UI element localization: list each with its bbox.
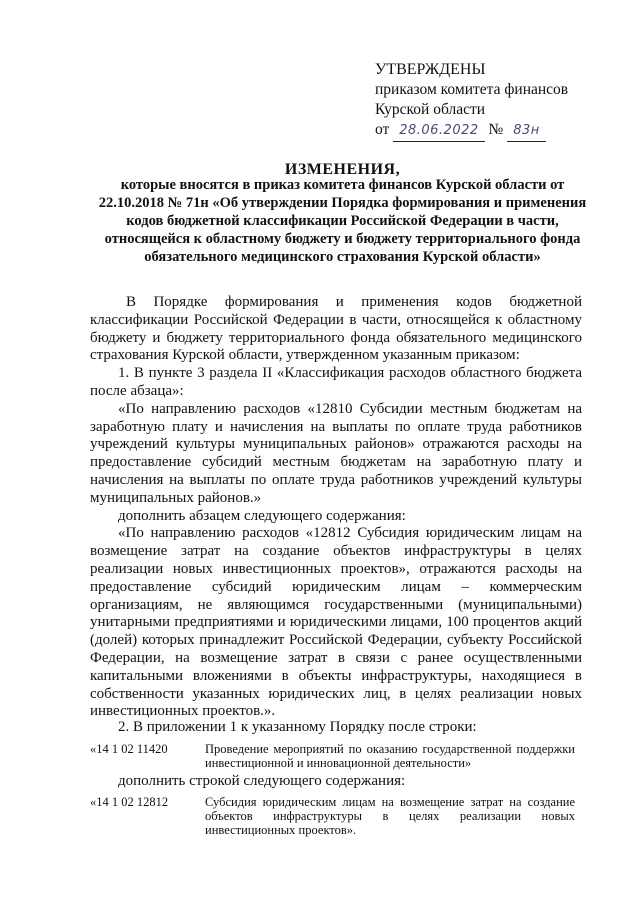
paragraph-item-2: 2. В приложении 1 к указанному Порядку после строки: <box>118 719 477 735</box>
handwritten-date: 28.06.2022 <box>393 121 484 142</box>
paragraph-item-1: 1. В пункте 3 раздела II «Классификация расходов областного бюджета после абзаца»: <box>90 365 582 399</box>
date-prefix: от <box>375 121 390 138</box>
paragraph-add-abzac: дополнить абзацем следующего содержания: <box>118 507 406 524</box>
row-text: Субсидия юридическим лицам на возмещение затрат на создание объектов инфраструктуры в целях реализации новых инвестиционных проектов». <box>205 795 575 837</box>
row-code: «14 1 02 11420 <box>90 742 168 756</box>
approval-heading: УТВЕРЖДЕНЫ <box>375 61 486 78</box>
paragraph-add-row: дополнить строкой следующего содержания: <box>118 773 406 789</box>
document-subtitle: которые вносятся в приказ комитета финансов Курской области от 22.10.2018 № 71н «Об утверждении Порядка формирования и применения кодов бюджетной классификации Российской Федерации в части, относящейся к областному бюджету и бюджету территориального фонда обязательного медицинского страхования Курской области» <box>98 177 587 265</box>
approval-block <box>375 60 568 142</box>
approval-date-line <box>375 120 568 142</box>
document-body <box>90 294 582 721</box>
handwritten-number: 83н <box>507 121 546 142</box>
paragraph-intro: В Порядке формирования и применения кодов бюджетной классификации Российской Федерации в части, относящейся к областному бюджету и бюджету территориального фонда обязательного медицинского страхования Курской области, утвержденном указанным приказом: <box>90 294 582 364</box>
number-prefix: № <box>488 121 504 138</box>
paragraph-item-2-wrap <box>90 719 582 737</box>
approval-line2: Курской области <box>375 101 486 118</box>
document-title: ИЗМЕНЕНИЯ, <box>284 161 401 178</box>
approval-line1: приказом комитета финансов <box>375 81 569 98</box>
paragraph-quote-12810: «По направлению расходов «12810 Субсидии местным бюджетам на заработную плату и начисления на выплаты по оплате труда работников учреждений культуры муниципальных районов» отражаются расходы на предоставление субсидий местным бюджетам на заработную плату и начисления на выплаты по оплате труда работников учреждений культуры муниципальных районов.» <box>90 400 582 506</box>
row-code: «14 1 02 12812 <box>90 795 169 809</box>
row-text: Проведение мероприятий по оказанию государственной поддержки инвестиционной и инновационной деятельности» <box>205 742 575 770</box>
paragraph-quote-12812: «По направлению расходов «12812 Субсидия юридическим лицам на возмещение затрат на создание объектов инфраструктуры в целях реализации новых инвестиционных проектов», отражаются расходы на предоставление субсидий юридическим лицам – коммерческим организациям, не являющимся государственными (муниципальными) унитарными предприятиями и юридическими лицами, 100 процентов акций (долей) которых принадлежит Российской Федерации, субъекту Российской Федерации, на возмещение затрат в связи с ранее осуществленными капитальными вложениями в объекты инфраструктуры, находящиеся в собственности указанных юридических лиц, в целях реализации новых инвестиционных проектов.». <box>90 525 582 720</box>
paragraph-add-row-wrap <box>90 773 582 791</box>
